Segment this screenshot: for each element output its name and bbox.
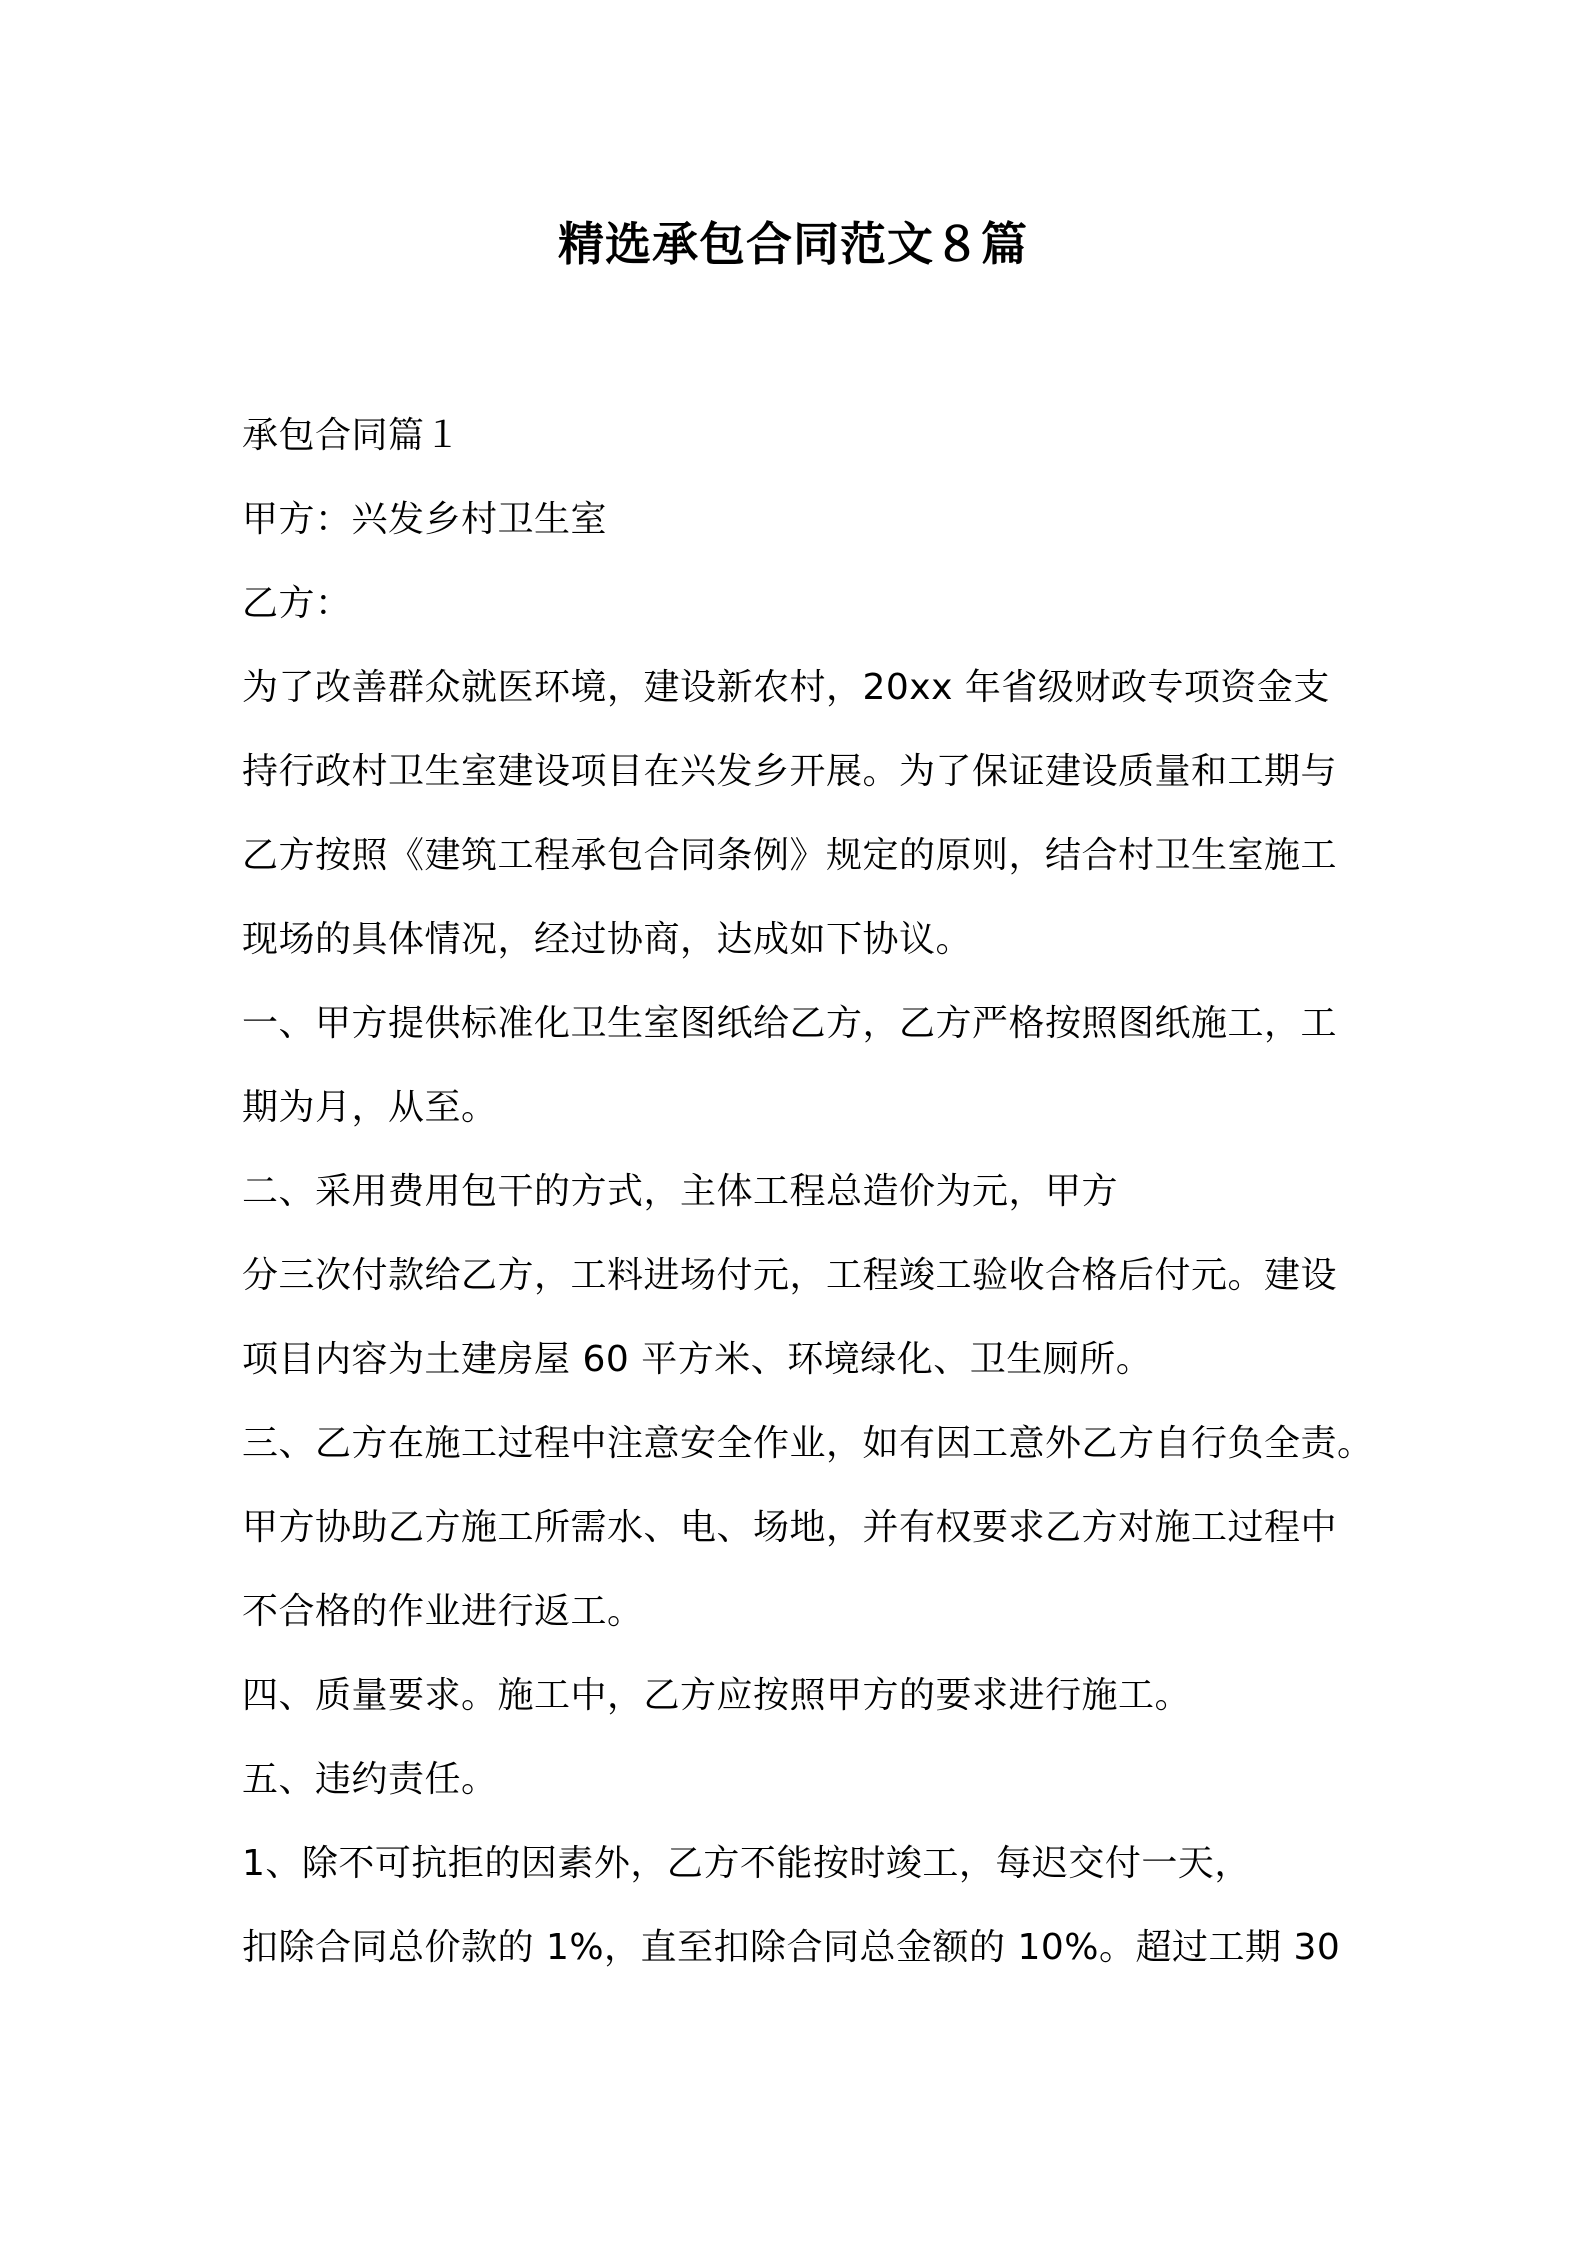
party-b-line: 乙方： — [242, 583, 352, 624]
paragraph-line: 乙方按照《建筑工程承包合同条例》规定的原则，结合村卫生室施工 — [242, 835, 1338, 876]
clause-line: 一、甲方提供标准化卫生室图纸给乙方，乙方严格按照图纸施工，工 — [242, 1003, 1338, 1044]
clause-line: 三、乙方在施工过程中注意安全作业，如有因工意外乙方自行负全责。 — [242, 1423, 1374, 1464]
party-a-line: 甲方：兴发乡村卫生室 — [242, 499, 608, 540]
clause-line: 分三次付款给乙方，工料进场付元，工程竣工验收合格后付元。建设 — [242, 1255, 1338, 1296]
paragraph-line: 现场的具体情况，经过协商，达成如下协议。 — [242, 919, 973, 960]
paragraph-line: 为了改善群众就医环境，建设新农村，20xx 年省级财政专项资金支 — [242, 667, 1330, 708]
clause-line: 四、质量要求。施工中，乙方应按照甲方的要求进行施工。 — [242, 1675, 1192, 1716]
clause-line: 期为月，从至。 — [242, 1087, 498, 1128]
paragraph-line: 持行政村卫生室建设项目在兴发乡开展。为了保证建设质量和工期与 — [242, 751, 1338, 792]
clause-line: 扣除合同总价款的 1%，直至扣除合同总金额的 10%。超过工期 30 — [242, 1927, 1341, 1968]
clause-line: 五、违约责任。 — [242, 1759, 498, 1800]
section-heading-contract-1: 承包合同篇１ — [242, 415, 462, 456]
clause-line: 项目内容为土建房屋 60 平方米、环境绿化、卫生厕所。 — [242, 1339, 1153, 1380]
clause-line: 1、除不可抗拒的因素外，乙方不能按时竣工，每迟交付一天， — [242, 1843, 1251, 1884]
clause-line: 不合格的作业进行返工。 — [242, 1591, 644, 1632]
clause-line: 二、采用费用包干的方式，主体工程总造价为元，甲方 — [242, 1171, 1119, 1212]
clause-line: 甲方协助乙方施工所需水、电、场地，并有权要求乙方对施工过程中 — [242, 1507, 1338, 1548]
document-title: 精选承包合同范文８篇 — [558, 217, 1028, 271]
